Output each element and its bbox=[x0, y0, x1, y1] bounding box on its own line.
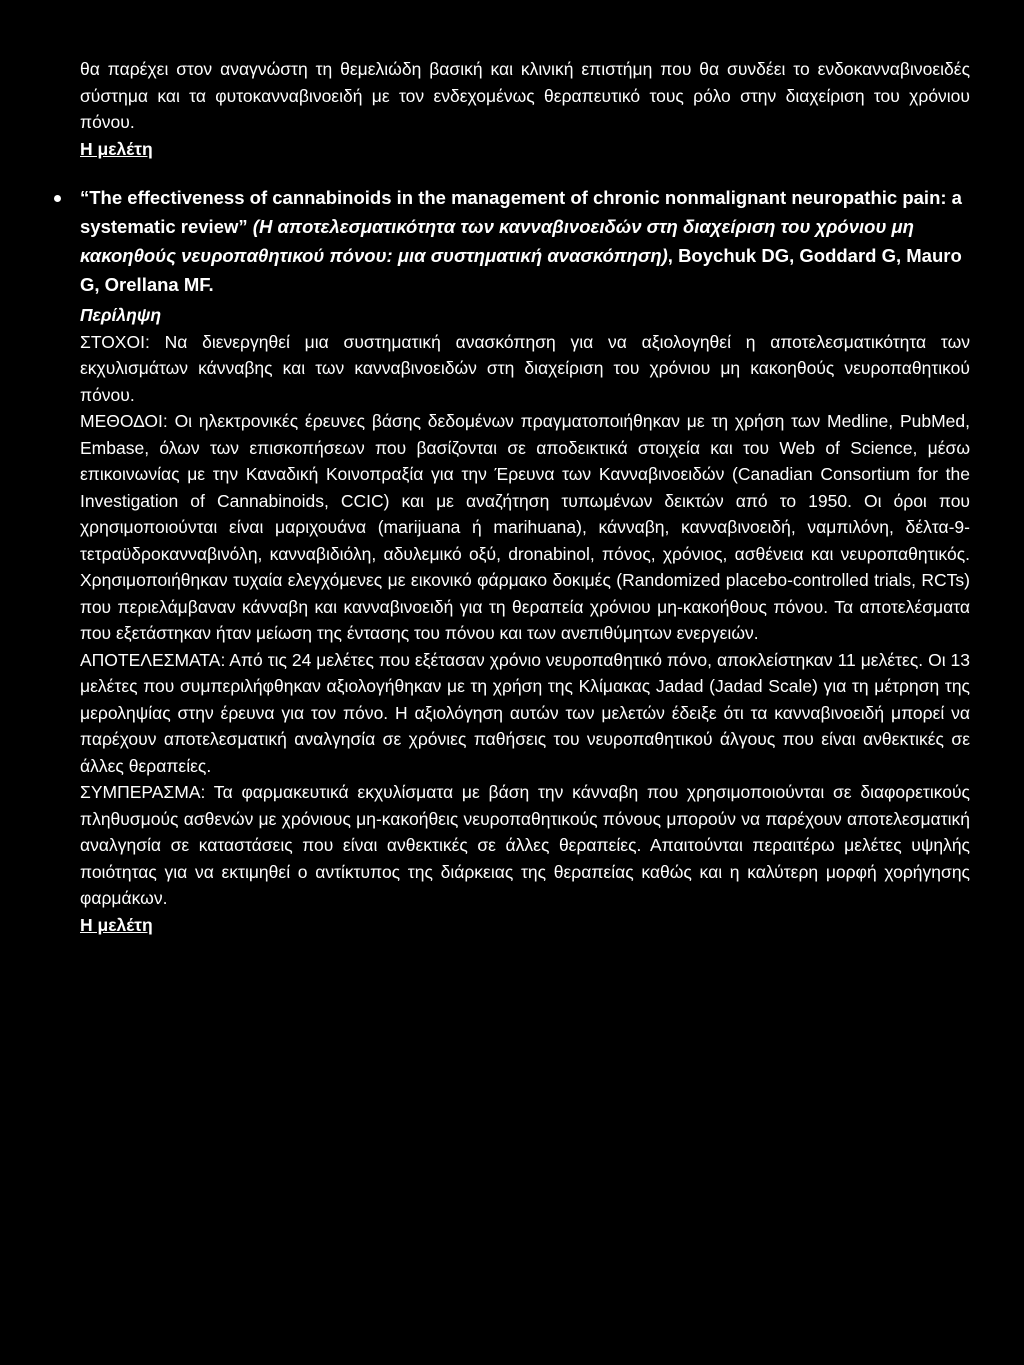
intro-paragraph: θα παρέχει στον αναγνώστη τη θεμελιώδη βασική και κλινική επιστήμη που θα συνδέει το ενδοκανναβινοειδές σύστημα και τα φυτοκανναβινοειδή με τον ενδεχομένως θεραπευτικό τους ρόλο στην διαχείριση του χρόνιου πόνου. bbox=[80, 59, 970, 132]
reference-authors: , Boychuk DG, Goddard G, Mauro G, Orellana MF. bbox=[80, 244, 962, 295]
study-link-top[interactable]: Η μελέτη bbox=[80, 138, 153, 159]
abstract-heading: Περίληψη bbox=[80, 304, 162, 325]
document-page bbox=[80, 56, 970, 938]
reference-title: “The effectiveness of cannabinoids in the management of chronic nonmalignant neuropathic pain: a systematic review” bbox=[80, 186, 962, 237]
abstract-aims: ΣΤΟΧΟΙ: Να διενεργηθεί μια συστηματική ανασκόπηση για να αξιολογηθεί η αποτελεσματικότητα των εκχυλισμάτων κάνναβης και των κανναβινοειδών στη διαχείριση του χρόνιου μη κακοηθούς νευροπαθητικού πόνου. bbox=[80, 331, 970, 405]
abstract-methods: ΜΕΘΟΔΟΙ: Οι ηλεκτρονικές έρευνες βάσης δεδομένων πραγματοποιήθηκαν με τη χρήση των Medline, PubMed, Embase, όλων των επισκοπήσεων που βασίζονται σε αποδεικτικά στοιχεία και του Web of Science, μέσω επικοινωνίας με την Καναδική Κοινοπραξία για την Έρευνα των Κανναβινοειδών (Canadian Consortium for the Investigation of Cannabinoids, CCIC) και με αναζήτηση τυπωμένων δεικτών από το 1950. Οι όροι που χρησιμοποιούνται είναι μαριχουάνα (marijuana ή marihuana), κάνναβη, κανναβινοειδή, ναμπιλόνη, δέλτα-9-τετραϋδροκανναβινόλη, κανναβιδιόλη, αδυλεμικό οξύ, dronabinol, πόνος, χρόνιος, ασθένεια και νευροπαθητικός. Χρησιμοποιήθηκαν τυχαία ελεγχόμενες με εικονικό φάρμακο δοκιμές (Randomized placebo-controlled trials, RCTs) που περιελάμβαναν κάνναβη και κανναβινοειδή για τη θεραπεία χρόνιου μη-κακοήθους πόνου. Τα αποτελέσματα που εξετάστηκαν ήταν μείωση της έντασης του πόνου και των ανεπιθύμητων ενεργειών. bbox=[80, 411, 970, 643]
bullet-icon bbox=[54, 195, 61, 202]
abstract-results: ΑΠΟΤΕΛΕΣΜΑΤΑ: Από τις 24 μελέτες που εξέτασαν χρόνιο νευροπαθητικό πόνο, αποκλείστηκαν 11 μελέτες. Οι 13 μελέτες που συμπεριλήφθηκαν αξιολογήθηκαν με τη χρήση της Κλίμακας Jadad (Jadad Scale) για τη μέτρηση της μεροληψίας στην έρευνα για τον πόνο. Η αξιολόγηση αυτών των μελετών έδειξε ότι τα κανναβινοειδή μπορεί να παρέχουν αποτελεσματική αναλγησία σε χρόνιες παθήσεις του νευροπαθητικού άλγους που είναι ανθεκτικές σε άλλες θεραπείες. bbox=[80, 649, 970, 776]
abstract-conclusion: ΣΥΜΠΕΡΑΣΜΑ: Τα φαρμακευτικά εκχυλίσματα με βάση την κάνναβη που χρησιμοποιούνται σε διαφορετικούς πληθυσμούς ασθενών με χρόνιους μη-κακοήθεις νευροπαθητικούς πόνους μπορούν να παρέχουν αποτελεσματική αναλγησία σε καταστάσεις που είναι ανθεκτικές σε άλλες θεραπείες. Απαιτούνται περαιτέρω μελέτες υψηλής ποιότητας για να εκτιμηθεί ο αντίκτυπος της διάρκειας της θεραπείας καθώς και η καλύτερη μορφή χορήγησης φαρμάκων. bbox=[80, 782, 970, 908]
reference-translation: (Η αποτελεσματικότητα των κανναβινοειδών στη διαχείριση του χρόνιου μη κακοηθούς νευροπαθητικού πόνου: μια συστηματική ανασκόπηση) bbox=[80, 215, 914, 266]
study-link-bottom[interactable]: Η μελέτη bbox=[80, 914, 153, 935]
reference-entry bbox=[80, 183, 970, 299]
